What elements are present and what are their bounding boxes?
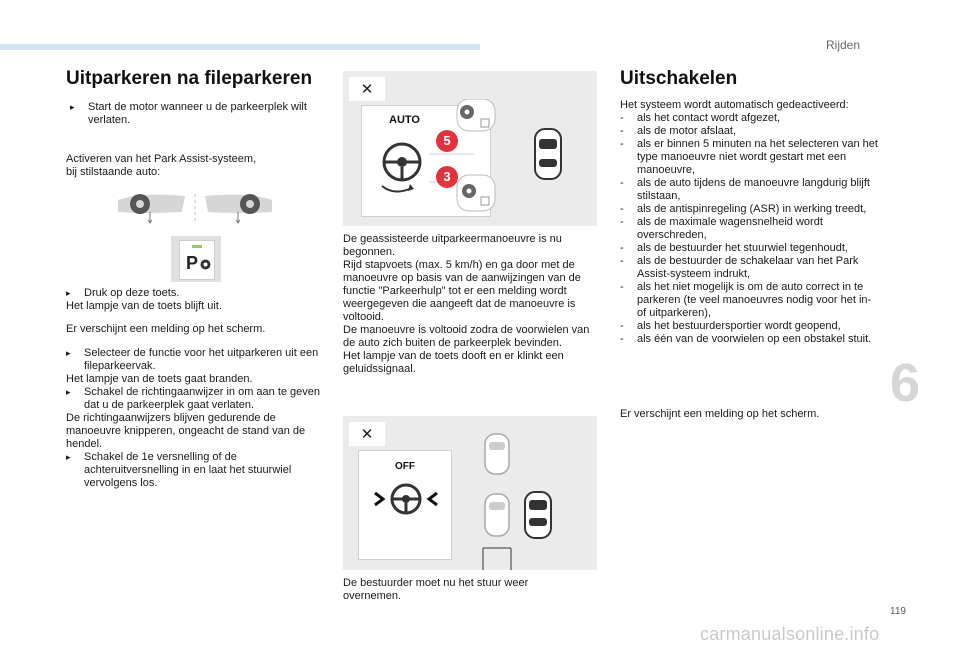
car-top-view-icon <box>485 434 509 474</box>
screen-panel-off <box>343 416 597 570</box>
right-message: Er verschijnt een melding op het scherm. <box>620 408 820 420</box>
left-title: Uitparkeren na fileparkeren <box>66 68 313 89</box>
takeover-box: OFF <box>358 450 452 560</box>
chapter-number: 6 <box>890 353 921 413</box>
list-item: - als het niet mogelijk is om de auto correct in te parkeren (te veel manoeuvres nodig voor het in- of uitparkeren), <box>620 281 872 319</box>
list-item: - als er binnen 5 minuten na het selecteren van het type manoeuvre niet wordt gestart met een manoeuvre, <box>620 138 878 176</box>
list-item: - als de bestuurder het stuurwiel tegenhoudt, <box>620 242 848 254</box>
activate-text: Activeren van het Park Assist-systeem, bij stilstaande auto: <box>66 153 257 178</box>
step-start-engine: ▸ Start de motor wanneer u de parkeerplek wilt verlaten. <box>70 101 307 126</box>
page-number: 119 <box>890 606 906 617</box>
middle-text-1: De geassisteerde uitparkeermanoeuvre is nu begonnen. Rijd stapvoets (max. 5 km/h) en ga door met de manoeuvre op basis van de aanwijzingen van de functie "Parkeerhulp" tot er een melding wordt weergegeven die aangeeft dat de manoeuvre is voltooid. De manoeuvre is voltooid zodra de voorwielen van de auto zich buiten de parkeerplek bevinden. Het lampje van de toets dooft en er klinkt een geluidssignaal. <box>343 233 590 375</box>
list-item: - als één van de voorwielen op een obstakel stuit. <box>620 333 872 345</box>
screen-panel-auto <box>343 71 597 226</box>
close-icon: ✕ <box>349 77 385 101</box>
list-item: - als de maximale wagensnelheid wordt overschreden, <box>620 216 823 241</box>
list-item: - als het bestuurdersportier wordt geopend, <box>620 320 841 332</box>
step-press-button: ▸ Druk op deze toets. Het lampje van de toets blijft uit. <box>66 287 222 312</box>
steering-wheel-icon <box>384 144 420 180</box>
list-item: - als de bestuurder de schakelaar van het Park Assist-systeem indrukt, <box>620 255 859 280</box>
steering-wheel-icon <box>457 175 495 211</box>
close-icon: ✕ <box>349 422 385 446</box>
park-assist-button-illustration: P <box>171 236 221 282</box>
guidance-box: AUTO 5 3 <box>361 105 491 217</box>
distance-badge: 3 <box>436 166 458 188</box>
list-item: - als de auto tijdens de manoeuvre langdurig blijft stilstaan, <box>620 177 870 202</box>
watermark: carmanualsonline.info <box>700 624 880 644</box>
arrow-bullet-icon: ▸ <box>66 348 71 358</box>
list-item: - als de motor afslaat, <box>620 125 737 137</box>
car-top-view-icon <box>525 492 551 538</box>
right-intro: Het systeem wordt automatisch gedeactiveerd: <box>620 99 849 111</box>
right-title: Uitschakelen <box>620 68 738 89</box>
steering-wheel-icon <box>200 259 211 270</box>
arrow-bullet-icon: ▸ <box>70 102 75 112</box>
led-indicator <box>192 245 202 248</box>
list-item: - als het contact wordt afgezet, <box>620 112 781 124</box>
car-top-view-icon <box>535 129 561 179</box>
steering-wheel-icon <box>457 99 495 131</box>
steering-wheel-icon <box>392 485 420 513</box>
distance-badge: 5 <box>436 130 458 152</box>
section-label: Rijden <box>826 38 861 52</box>
deactivation-list <box>620 112 878 346</box>
side-mirror-steering-illustration <box>110 190 280 226</box>
steering-wheel-icon <box>130 194 150 214</box>
car-top-view-icon <box>485 494 509 536</box>
left-message: Er verschijnt een melding op het scherm. <box>66 323 266 335</box>
arrow-bullet-icon: ▸ <box>66 288 71 298</box>
list-item: - als de antispinregeling (ASR) in werking treedt, <box>620 203 867 215</box>
top-accent-bar <box>0 44 480 50</box>
left-steps-block: ▸ Selecteer de functie voor het uitparkeren uit een fileparkeervak. Het lampje van de toets gaat branden. ▸ Schakel de richtingaanwijzer in om aan te geven dat u de parkeerplek gaat verlaten. De richtingaanwijzers blijven gedurende de manoeuvre knipperen, ongeacht de stand van de hendel. ▸ Schakel de 1e versnelling of de achteruitversnelling in en laat het stuurwiel vervolgens los. <box>66 347 321 489</box>
arrow-bullet-icon: ▸ <box>66 387 71 397</box>
steering-wheel-icon <box>240 194 260 214</box>
arrow-bullet-icon: ▸ <box>66 452 71 462</box>
middle-text-2: De bestuurder moet nu het stuur weer overnemen. <box>343 577 529 602</box>
